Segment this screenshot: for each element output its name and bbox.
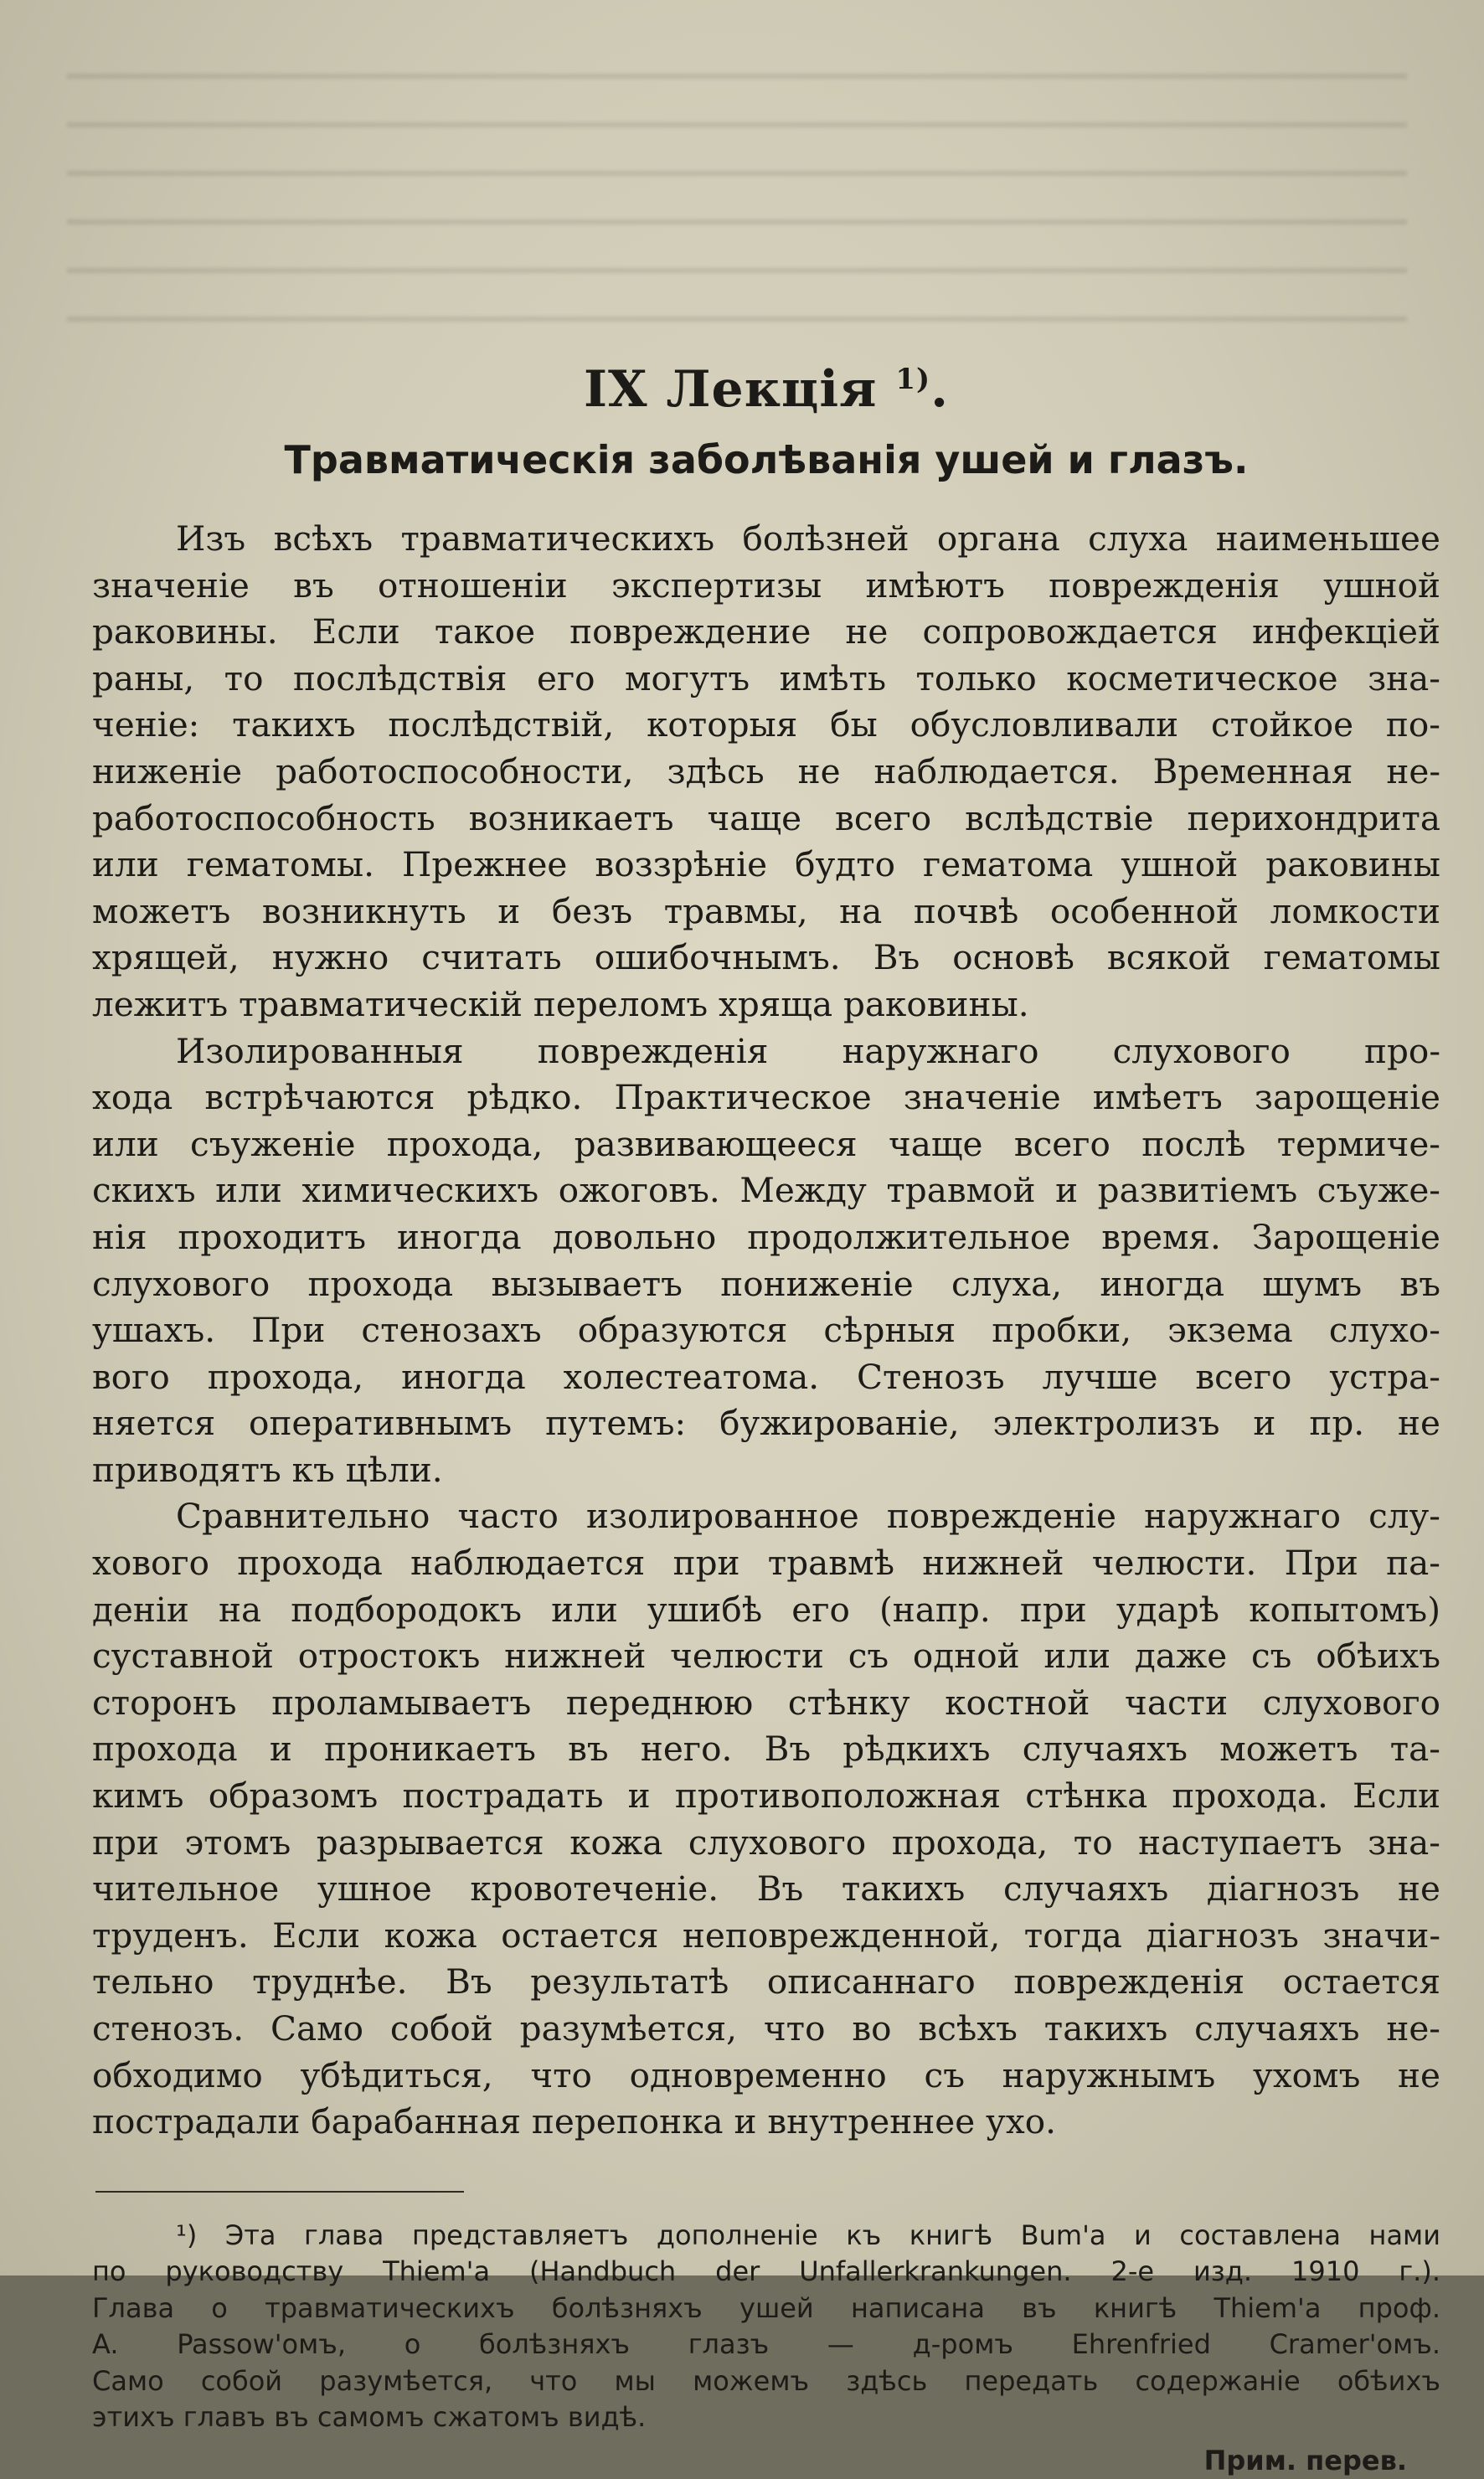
text-line: хрящей, нужно считать ошибочнымъ. Въ основѣ всякой гематомы <box>92 937 1440 978</box>
footnote-line: Само собой разумѣется, что мы можемъ здѣсь передать содержаніе обѣихъ <box>92 2364 1440 2397</box>
text-line: ушахъ. При стенозахъ образуются сѣрныя пробки, экзема слухо- <box>92 1310 1440 1351</box>
footnote-line: Глава о травматическихъ болѣзняхъ ушей написана въ книгѣ Thiem'а проф. <box>92 2291 1440 2324</box>
translator-note: Прим. перев. <box>1203 2444 1407 2476</box>
text-line: приводятъ къ цѣли. <box>92 1449 443 1490</box>
text-line: можетъ возникнуть и безъ травмы, на почвѣ особенной ломкости <box>92 890 1440 931</box>
bleed-through-text <box>67 50 1407 335</box>
text-line: прохода и проникаетъ въ него. Въ рѣдкихъ случаяхъ можетъ та- <box>92 1729 1440 1770</box>
text-line: хода встрѣчаются рѣдко. Практическое значеніе имѣетъ зарощеніе <box>92 1077 1440 1118</box>
footnote-line: по руководству Thiem'а (Handbuch der Unfallerkrankungen. 2-е изд. 1910 г.). <box>92 2255 1440 2288</box>
footnote-line: ¹) Эта глава представляетъ дополненіе къ книгѣ Bum'а и составлена нами <box>176 2219 1440 2251</box>
text-line: сторонъ проламываетъ переднюю стѣнку костной части слухового <box>92 1682 1440 1723</box>
page-content <box>92 360 1440 2479</box>
footnote-line: этихъ главъ въ самомъ сжатомъ видѣ. <box>92 2401 647 2434</box>
footnote-divider <box>95 2191 464 2193</box>
paragraph-2 <box>92 1028 1440 1494</box>
text-line: раны, то послѣдствія его могутъ имѣть только косметическое зна- <box>92 657 1440 698</box>
text-line: Сравнительно часто изолированное поврежденіе наружнаго слу- <box>176 1496 1440 1537</box>
text-line: или гематомы. Прежнее воззрѣніе будто гематома ушной раковины <box>92 844 1440 885</box>
lecture-title-text: IX Лекція <box>583 360 878 419</box>
text-line: тельно труднѣе. Въ результатѣ описаннаго поврежденія остается <box>92 1961 1440 2002</box>
text-line: труденъ. Если кожа остается неповрежденной, тогда діагнозъ значи- <box>92 1915 1440 1956</box>
text-line: скихъ или химическихъ ожоговъ. Между травмой и развитіемъ съуже- <box>92 1170 1440 1211</box>
text-line: при этомъ разрывается кожа слухового прохода, то наступаетъ зна- <box>92 1822 1440 1863</box>
text-line: значеніе въ отношеніи экспертизы имѣютъ поврежденія ушной <box>92 564 1440 606</box>
text-line: или съуженіе прохода, развивающееся чаще всего послѣ термиче- <box>92 1123 1440 1164</box>
text-line: чительное ушное кровотеченіе. Въ такихъ случаяхъ діагнозъ не <box>92 1868 1440 1910</box>
text-line: вого прохода, иногда холестеатома. Стенозъ лучше всего устра- <box>92 1356 1440 1397</box>
paragraph-3 <box>92 1493 1440 2145</box>
text-line: слухового прохода вызываетъ пониженіе слуха, иногда шумъ въ <box>92 1263 1440 1304</box>
lecture-title: IX Лекція $^{1)}$. <box>583 360 950 419</box>
text-line: Изолированныя поврежденія наружнаго слухового про- <box>176 1030 1440 1071</box>
text-line: пострадали барабанная перепонка и внутреннее ухо. <box>92 2101 1056 2142</box>
lecture-subtitle: Травматическія заболѣванія ушей и глазъ. <box>284 437 1249 482</box>
footnote-line: A. Passow'омъ, о болѣзняхъ глазъ — д-ромъ Ehrenfried Cramer'омъ. <box>92 2328 1440 2361</box>
text-line: стенозъ. Само собой разумѣется, что во всѣхъ такихъ случаяхъ не- <box>92 2008 1440 2049</box>
text-line: деніи на подбородокъ или ушибѣ его (напр. при ударѣ копытомъ) <box>92 1589 1440 1630</box>
text-line: лежитъ травматическій переломъ хряща раковины. <box>92 983 1029 1024</box>
text-line: хового прохода наблюдается при травмѣ нижней челюсти. При па- <box>92 1543 1440 1584</box>
text-line: ниженіе работоспособности, здѣсь не наблюдается. Временная не- <box>92 750 1440 791</box>
text-line: кимъ образомъ пострадать и противоположная стѣнка прохода. Если <box>92 1776 1440 1817</box>
text-line: раковины. Если такое повреждение не сопровождается инфекціей <box>92 611 1440 652</box>
footnote-marker: 1) <box>895 363 931 396</box>
text-line: ченіе: такихъ послѣдствій, которыя бы обусловливали стойкое по- <box>92 704 1440 745</box>
text-line: няется оперативнымъ путемъ: бужированіе, электролизъ и пр. не <box>92 1403 1440 1444</box>
text-line: нія проходитъ иногда довольно продолжительное время. Зарощеніе <box>92 1216 1440 1257</box>
paragraph-1 <box>92 516 1440 1028</box>
text-line: суставной отростокъ нижней челюсти съ одной или даже съ обѣихъ <box>92 1636 1440 1677</box>
footnote <box>92 2218 1440 2479</box>
text-line: Изъ всѣхъ травматическихъ болѣзней органа слуха наименьшее <box>176 518 1440 559</box>
text-line: работоспособность возникаетъ чаще всего вслѣдствіе перихондрита <box>92 797 1440 838</box>
text-line: обходимо убѣдиться, что одновременно съ наружнымъ ухомъ не <box>92 2054 1440 2095</box>
